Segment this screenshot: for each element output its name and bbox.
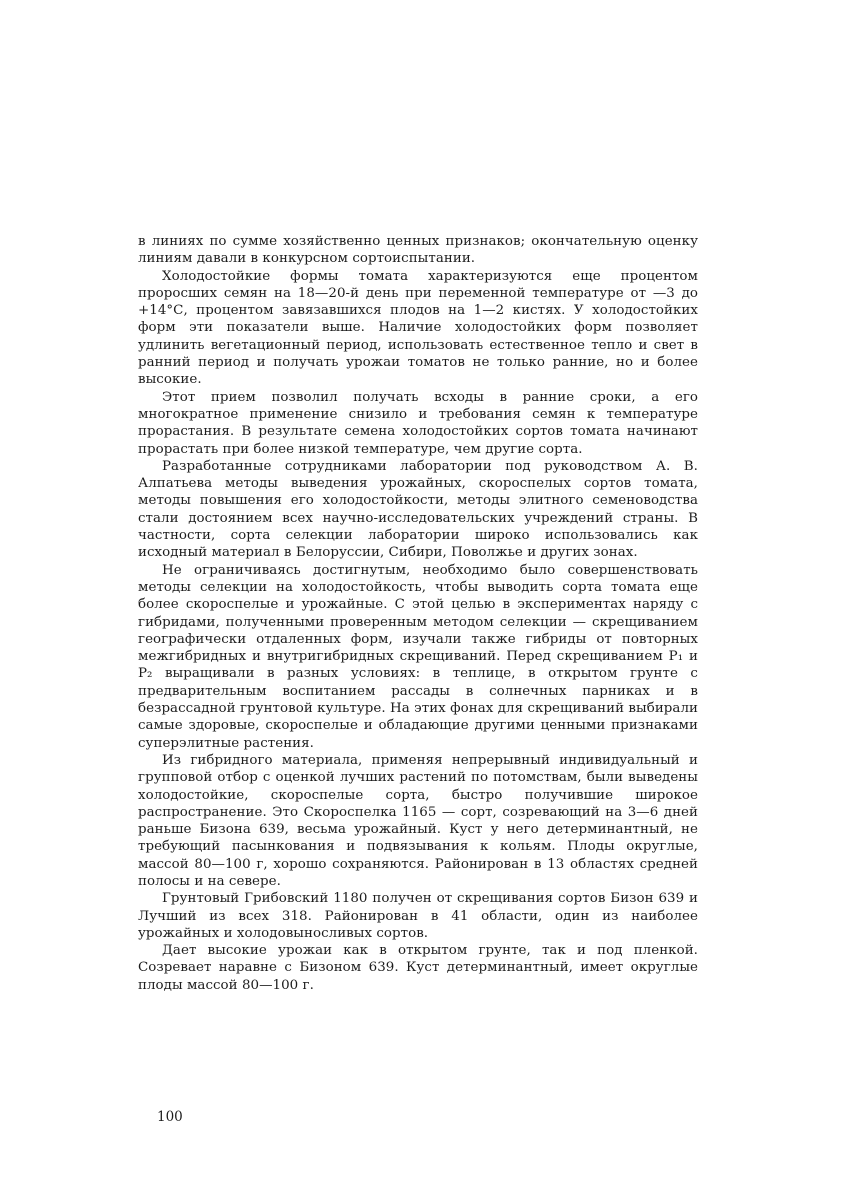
paragraph-continuation: в линиях по сумме хозяйственно ценных признаков; окончательную оценку линиям давали в конкурсном сортоиспытании. xyxy=(138,234,698,267)
paragraph-cold-resistant-forms: Холодостойкие формы томата характеризуются еще процентом проросших семян на 18—20-й день при переменной температуре от —3 до +14°С, процентом завязавшихся плодов на 1—2 кистях. У холодостойких форм эти показатели выше. Наличие холодостойких форм позволяет удлинить вегетационный период, использовать естественное тепло и свет в ранний период и получать урожаи томатов не только ранние, но и более высокие. xyxy=(138,268,698,388)
paragraph-hybrid-material: Из гибридного материала, применяя непрерывный индивидуальный и групповой отбор с оценкой лучших растений по потомствам, были выведены холодостойкие, скороспелые сорта, быстро получившие широкое распространение. Это Скороспелка 1165 — сорт, созревающий на 3—6 дней раньше Бизона 639, весьма урожайный. Куст у него детерминантный, не требующий пасынкования и подвязывания к кольям. Плоды округлые, массой 80—100 г, хорошо сохраняются. Районирован в 13 областях средней полосы и на севере. xyxy=(138,752,698,889)
paragraph-laboratory-methods: Разработанные сотрудниками лаборатории под руководством А. В. Алпатьева методы выведения урожайных, скороспелых сортов томата, методы повышения его холодостойкости, методы элитного семеноводства стали достоянием всех научно-исследовательских учреждений страны. В частности, сорта селекции лаборатории широко использовались как исходный материал в Белоруссии, Сибири, Поволжье и других зонах. xyxy=(138,458,698,561)
paragraph-selection-improvement: Не ограничиваясь достигнутым, необходимо было совершенствовать методы селекции на холодостойкость, чтобы выводить сорта томата еще более скороспелые и урожайные. С этой целью в экспериментах наряду с гибридами, полученными проверенным методом селекции — скрещиванием географически отдаленных форм, изучали также гибриды от повторных межгибридных и внутригибридных скрещиваний. Перед скрещиванием P₁ и P₂ выращивали в разных условиях: в теплице, в открытом грунте с предварительным воспитанием рассады в солнечных парниках и в безрассадной грунтовой культуре. На этих фонах для скрещиваний выбирали самые здоровые, скороспелые и обладающие другими ценными признаками суперэлитные растения. xyxy=(138,562,698,751)
body-text xyxy=(138,233,698,994)
page-number: 100 xyxy=(157,1109,183,1125)
paragraph-gruntovyi-gribovskii: Грунтовый Грибовский 1180 получен от скрещивания сортов Бизон 639 и Лучший из всех 318. Районирован в 41 области, один из наиболее урожайных и холодовыносливых сортов. xyxy=(138,891,698,941)
paragraph-technique: Этот прием позволил получать всходы в ранние сроки, а его многократное применение снизило и требования семян к температуре прорастания. В результате семена холодостойких сортов томата начинают прорастать при более низкой температуре, чем другие сорта. xyxy=(138,389,698,457)
paragraph-yield: Дает высокие урожаи как в открытом грунте, так и под пленкой. Созревает наравне с Бизоном 639. Куст детерминантный, имеет округлые плоды массой 80—100 г. xyxy=(138,943,698,993)
